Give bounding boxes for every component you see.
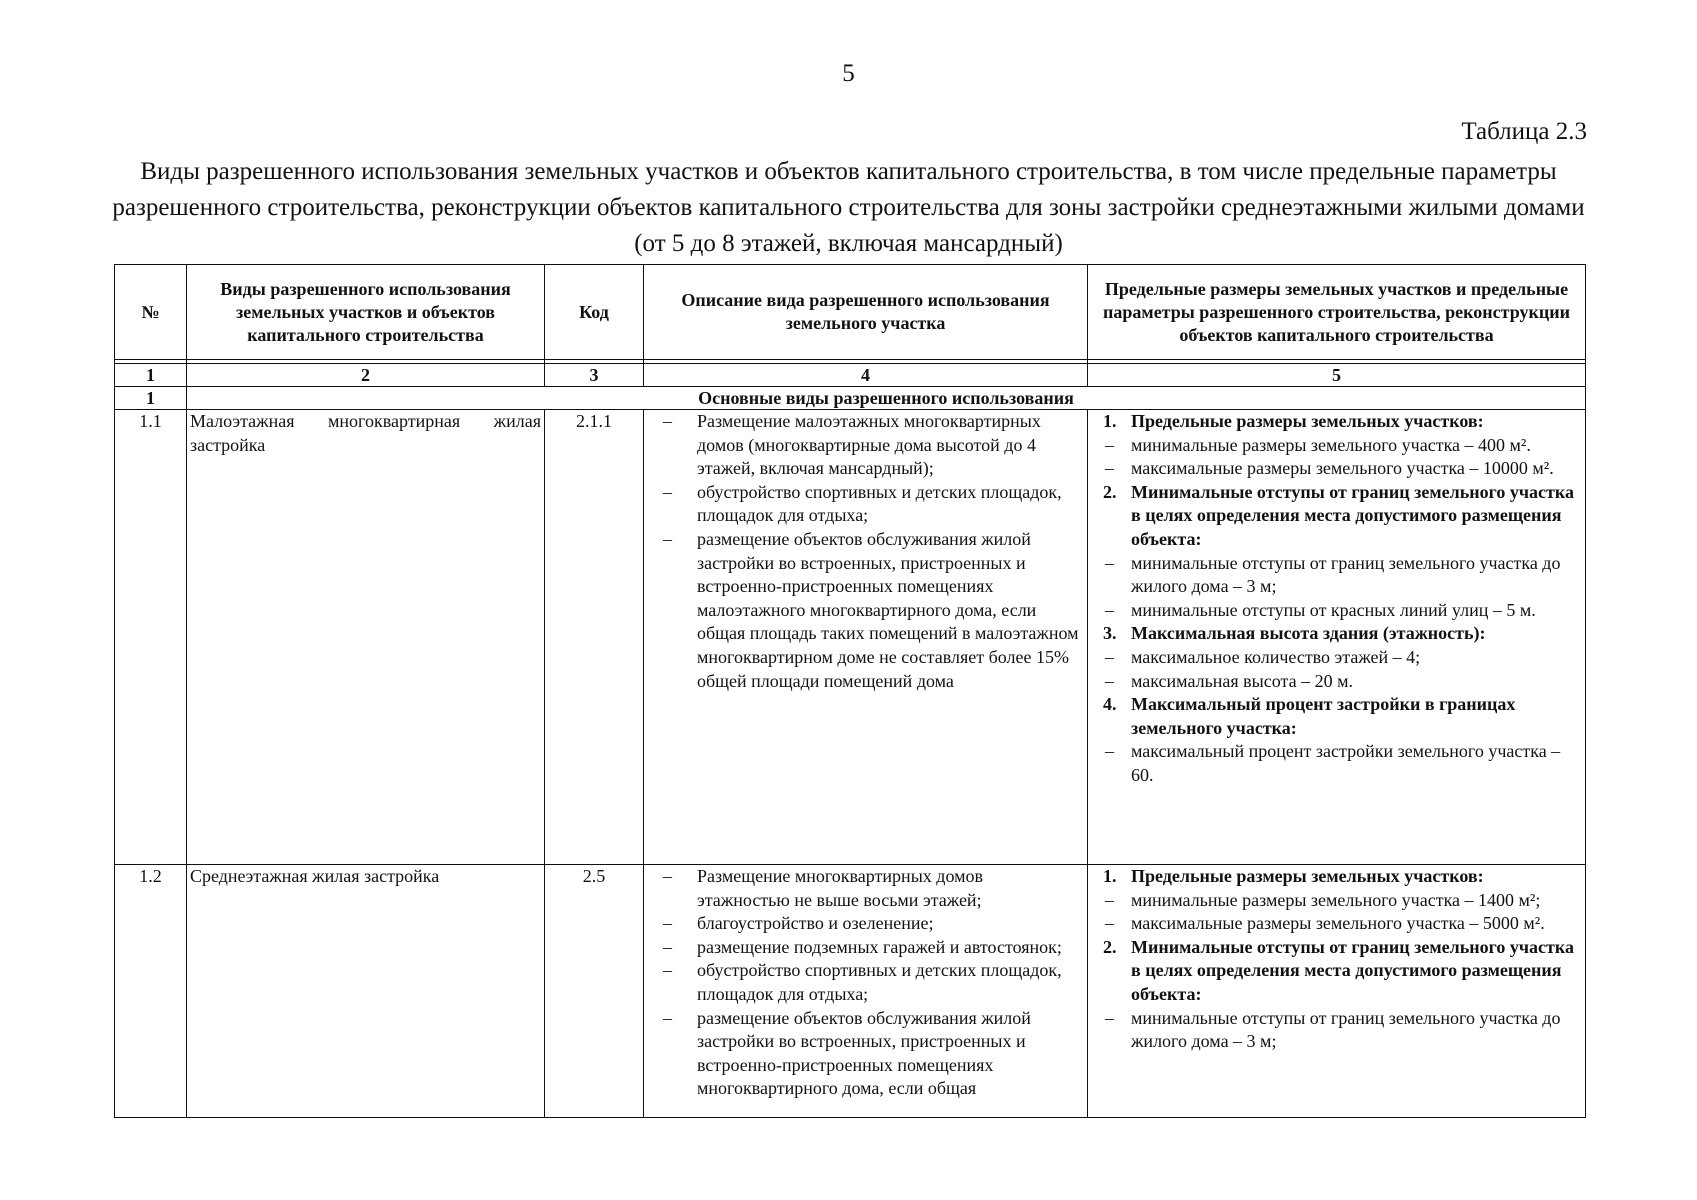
column-number: 2: [187, 364, 545, 387]
param-group-title: 4. Максимальный процент застройки в границах земельного участка:: [1103, 694, 1516, 738]
param-item: – максимальный процент застройки земельного участка – 60.: [1091, 740, 1578, 787]
header-code: Код: [545, 265, 644, 360]
row-use-name: Малоэтажная многоквартирная жилая застройка: [187, 410, 545, 865]
row-number: 1.1: [115, 410, 187, 865]
section-title: Основные виды разрешенного использования: [187, 387, 1586, 410]
description-item: – обустройство спортивных и детских площадок, площадок для отдыха;: [647, 959, 1080, 1006]
row-description: [644, 865, 1088, 1118]
param-group-title: 2. Минимальные отступы от границ земельного участка в целях определения места допустимого размещения объекта:: [1103, 481, 1574, 549]
row-use-name: Среднеэтажная жилая застройка: [187, 865, 545, 1118]
param-item: – минимальные размеры земельного участка – 400 м².: [1091, 434, 1578, 458]
column-number: 4: [644, 364, 1088, 387]
row-number: 1.2: [115, 865, 187, 1118]
header-params: Предельные размеры земельных участков и предельные параметры разрешенного строительства, реконструкции объектов капитального строительства: [1088, 265, 1586, 360]
param-item: – минимальные размеры земельного участка – 1400 м²;: [1091, 889, 1578, 913]
section-number: 1: [115, 387, 187, 410]
description-item: – размещение объектов обслуживания жилой застройки во встроенных, пристроенных и встроенно-пристроенных помещениях малоэтажного многоквартирного дома, если общая площадь таких помещений в малоэтажном многоквартирном доме не составляет более 15% общей площади помещений дома: [647, 528, 1080, 693]
param-item: – минимальные отступы от границ земельного участка до жилого дома – 3 м;: [1091, 552, 1578, 599]
header-name: Виды разрешенного использования земельных участков и объектов капитального строительства: [187, 265, 545, 360]
description-item: – размещение подземных гаражей и автостоянок;: [647, 936, 1080, 960]
row-code: 2.5: [545, 865, 644, 1118]
param-item: – максимальная высота – 20 м.: [1091, 670, 1578, 694]
row-description: [644, 410, 1088, 865]
table-label: Таблица 2.3: [1461, 118, 1587, 145]
param-item: – минимальные отступы от красных линий улиц – 5 м.: [1091, 599, 1578, 623]
page-number: 5: [842, 60, 855, 87]
description-item: – Размещение малоэтажных многоквартирных домов (многоквартирные дома высотой до 4 этажей, включая мансардный);: [647, 410, 1080, 481]
description-item: – размещение объектов обслуживания жилой застройки во встроенных, пристроенных и встроенно-пристроенных помещениях многоквартирного дома, если общая: [647, 1007, 1080, 1101]
table-title: Виды разрешенного использования земельных участков и объектов капитального строительства, в том числе предельные параметры разрешенного строительства, реконструкции объектов капитального строительства для зоны застройки среднеэтажными жилыми домами (от 5 до 8 этажей, включая мансардный): [112, 158, 1585, 257]
description-item: – Размещение многоквартирных домов этажностью не выше восьми этажей;: [647, 865, 1080, 912]
description-item: – обустройство спортивных и детских площадок, площадок для отдыха;: [647, 481, 1080, 528]
param-group-title: 1. Предельные размеры земельных участков:: [1103, 866, 1484, 886]
column-number: 3: [545, 364, 644, 387]
column-number: 1: [115, 364, 187, 387]
row-params: [1088, 865, 1586, 1118]
param-item: – минимальные отступы от границ земельного участка до жилого дома – 3 м;: [1091, 1007, 1578, 1054]
description-item: – благоустройство и озеленение;: [647, 912, 1080, 936]
header-num: №: [115, 265, 187, 360]
param-group-title: 3. Максимальная высота здания (этажность):: [1103, 623, 1486, 644]
table-row: [115, 410, 1586, 865]
row-code: 2.1.1: [545, 410, 644, 865]
param-group-title: 2. Минимальные отступы от границ земельного участка в целях определения места допустимого размещения объекта:: [1103, 936, 1574, 1004]
table-row: [115, 865, 1586, 1118]
param-item: – максимальное количество этажей – 4;: [1091, 646, 1578, 670]
header-description: Описание вида разрешенного использования земельного участка: [644, 265, 1088, 360]
column-number: 5: [1088, 364, 1586, 387]
param-item: – максимальные размеры земельного участка – 10000 м².: [1091, 457, 1578, 481]
param-item: – максимальные размеры земельного участка – 5000 м².: [1091, 912, 1578, 936]
land-use-table: [114, 264, 1586, 1118]
row-params: [1088, 410, 1586, 865]
param-group-title: 1. Предельные размеры земельных участков:: [1103, 411, 1484, 431]
